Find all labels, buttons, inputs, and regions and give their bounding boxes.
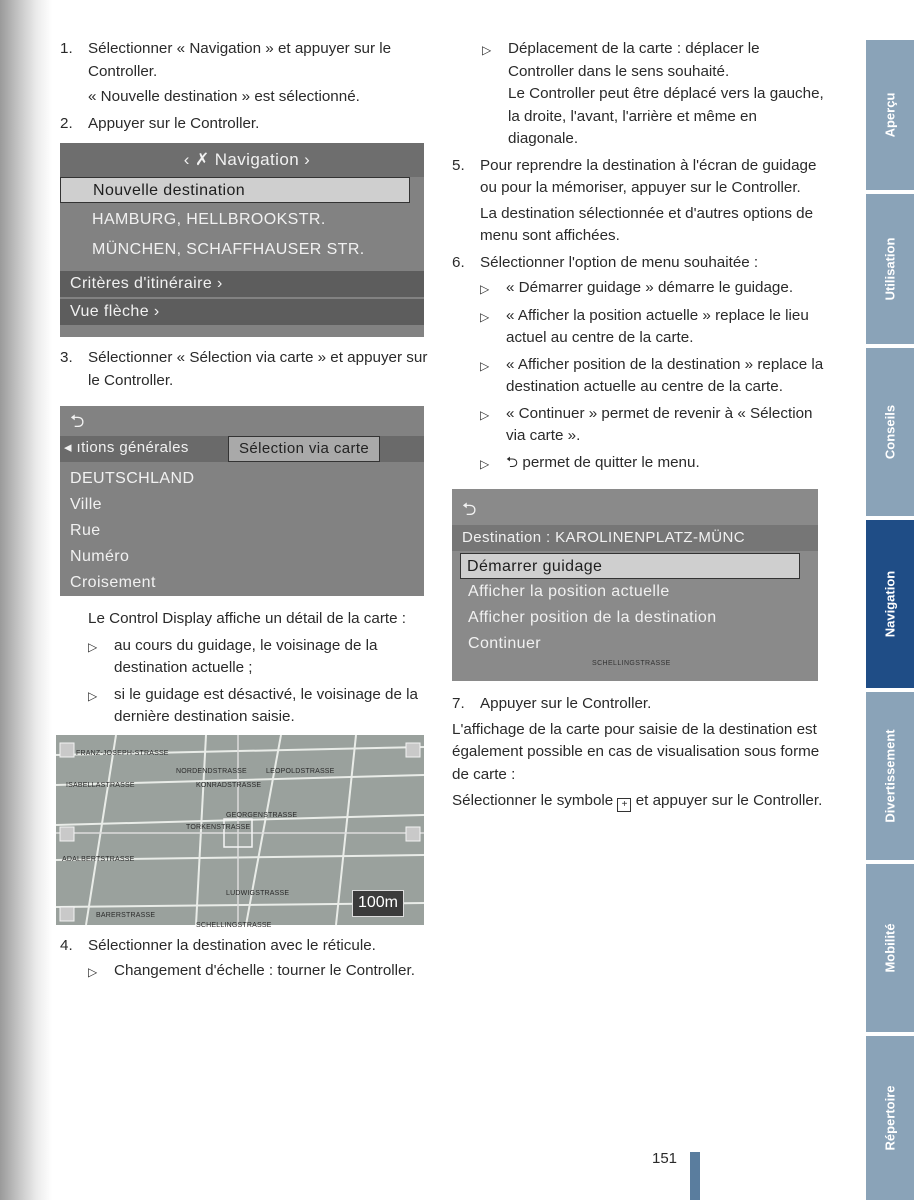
bullet-text: Déplacement de la carte : déplacer le Controller dans le sens souhaité. (508, 40, 760, 80)
triangle-bullet-icon: ▷ (480, 407, 490, 422)
option-item: Afficher la position actuelle (468, 583, 670, 600)
option-text: « Afficher la position actuelle » replace le lieu actuel au centre de la carte. (506, 306, 809, 346)
step-6 (452, 252, 824, 275)
step-7 (452, 693, 824, 716)
street-label: LEOPOLDSTRASSE (266, 767, 335, 775)
destination-title: Destination : KAROLINENPLATZ-MÜNC (452, 525, 818, 551)
street-label: NORDENDSTRASSE (176, 767, 247, 775)
menu-item: HAMBURG, HELLBROOKSTR. (92, 211, 326, 228)
step-text: Appuyer sur le Controller. (88, 114, 260, 132)
option-text: ⮌ permet de quitter le menu. (506, 453, 700, 471)
tab-navigation[interactable]: Navigation (866, 520, 914, 688)
option-text: « Continuer » permet de revenir à « Sélection via carte ». (506, 404, 813, 444)
bullet-item (88, 684, 430, 729)
option-item: Continuer (468, 635, 541, 652)
list-item: DEUTSCHLAND (70, 470, 195, 487)
street-label: KONRADSTRASSE (196, 781, 262, 789)
map-symbol-icon: + (617, 798, 631, 812)
triangle-bullet-icon: ▷ (88, 688, 98, 703)
step-number: 2. (60, 114, 73, 132)
menu-bar-item: Critères d'itinéraire › (60, 271, 424, 297)
step-text: Sélectionner l'option de menu souhaitée : (480, 253, 759, 271)
triangle-bullet-icon: ▷ (88, 965, 98, 979)
step-number: 6. (452, 253, 465, 271)
option-item (480, 452, 824, 476)
street-label: SCHELLINGSTRASSE (196, 921, 272, 929)
destination-input-screenshot (60, 406, 424, 596)
tab-repertoire[interactable]: Répertoire (866, 1036, 914, 1200)
tab-apercu[interactable]: Aperçu (866, 40, 914, 190)
step-2 (60, 113, 430, 136)
control-display-text: Le Control Display affiche un détail de la carte : (88, 610, 406, 627)
option-item (480, 403, 824, 448)
option-item (480, 277, 824, 301)
menu-item: MÜNCHEN, SCHAFFHAUSER STR. (92, 241, 365, 258)
chapter-tabs (866, 0, 914, 1200)
street-label: ADALBERTSTRASSE (62, 855, 135, 863)
map-scale-badge: 100m (352, 890, 404, 917)
street-label: BARERSTRASSE (96, 911, 156, 919)
navigation-menu-screenshot (60, 143, 424, 337)
bullet-text: Changement d'échelle : tourner le Controller. (114, 962, 415, 979)
triangle-bullet-icon: ▷ (482, 43, 492, 57)
tab-bar (60, 436, 424, 462)
list-item: Rue (70, 522, 101, 539)
step-5-note: La destination sélectionnée et d'autres options de menu sont affichées. (480, 204, 814, 244)
list-item: Ville (70, 496, 102, 513)
bullet-item (88, 960, 430, 984)
step-number: 4. (60, 936, 73, 954)
street-label: SCHELLINGSTRASSE (592, 660, 671, 667)
back-icon: ⮌ (462, 499, 477, 519)
right-column (452, 38, 824, 817)
step-1-note: « Nouvelle destination » est sélectionné. (88, 88, 360, 105)
triangle-bullet-icon: ▷ (480, 456, 490, 471)
street-label: LUDWIGSTRASSE (226, 889, 290, 897)
option-item: Afficher position de la destination (468, 609, 717, 626)
tab-divertissement[interactable]: Divertissement (866, 692, 914, 860)
tab-utilisation[interactable]: Utilisation (866, 194, 914, 344)
page-number: 151 (652, 1150, 678, 1167)
step-text: Sélectionner la destination avec le réticule. (88, 936, 376, 954)
option-selected: Démarrer guidage (460, 553, 800, 579)
final-instruction (452, 790, 824, 813)
triangle-bullet-icon: ▷ (480, 282, 490, 296)
bullet-note: Le Controller peut être déplacé vers la gauche, la droite, l'avant, l'arrière et même en diagonale. (508, 85, 824, 147)
step-number: 1. (60, 40, 73, 57)
instruction-text: et appuyer sur le Controller. (635, 792, 823, 809)
step-5 (452, 155, 824, 200)
bullet-text: si le guidage est désactivé, le voisinage de la dernière destination saisie. (114, 685, 418, 725)
street-label: ISABELLASTRASSE (66, 781, 135, 789)
list-item: Numéro (70, 548, 130, 565)
menu-item-selected: Nouvelle destination (60, 177, 410, 203)
option-item (480, 305, 824, 350)
step-number: 7. (452, 695, 465, 712)
street-label: FRANZ-JOSEPH-STRASSE (76, 749, 169, 757)
bullet-item (482, 38, 824, 151)
menu-bar-item: Vue flèche › (60, 299, 424, 325)
bullet-text: au cours du guidage, le voisinage de la destination actuelle ; (114, 636, 378, 676)
destination-options-screenshot (452, 489, 818, 681)
step-text: Appuyer sur le Controller. (480, 695, 652, 712)
step-number: 5. (452, 156, 465, 174)
bullet-item (88, 635, 430, 680)
option-text: « Afficher position de la destination » replace la destination actuelle au centre de la carte. (506, 355, 824, 395)
step-4 (60, 935, 430, 958)
list-item: Croisement (70, 574, 156, 591)
triangle-bullet-icon: ▷ (88, 639, 98, 654)
step-number: 3. (60, 349, 73, 366)
street-label: GEORGENSTRASSE (226, 811, 298, 819)
option-text: « Démarrer guidage » démarre le guidage. (506, 279, 794, 296)
tab-mobilite[interactable]: Mobilité (866, 864, 914, 1032)
triangle-bullet-icon: ▷ (480, 309, 490, 324)
street-label: TORKENSTRASSE (186, 823, 251, 831)
step-text: Pour reprendre la destination à l'écran de guidage ou pour la mémoriser, appuyer sur le Controller. (480, 156, 817, 196)
step-text: Sélectionner « Navigation » et appuyer sur le Controller. (88, 40, 392, 80)
screen-header: ‹ ✗ Navigation › (60, 143, 424, 177)
tab-map-selection: Sélection via carte (228, 436, 380, 462)
tab-conseils[interactable]: Conseils (866, 348, 914, 516)
step-1 (60, 38, 430, 83)
left-column (60, 38, 430, 988)
option-item (480, 354, 824, 399)
book-spine-shadow (0, 0, 52, 1200)
map-screenshot (56, 735, 424, 929)
triangle-bullet-icon: ▷ (480, 358, 490, 373)
step-text: Sélectionner « Sélection via carte » et appuyer sur le Controller. (88, 349, 428, 389)
tab-general-options: ◂ ıtions générales (64, 439, 189, 456)
page-marker (690, 1152, 700, 1200)
back-icon: ⮌ (70, 411, 85, 431)
step-3 (60, 347, 430, 392)
final-paragraph: L'affichage de la carte pour saisie de la destination est également possible en cas de visualisation sous forme de carte : (452, 720, 820, 783)
instruction-text: Sélectionner le symbole (452, 792, 614, 809)
